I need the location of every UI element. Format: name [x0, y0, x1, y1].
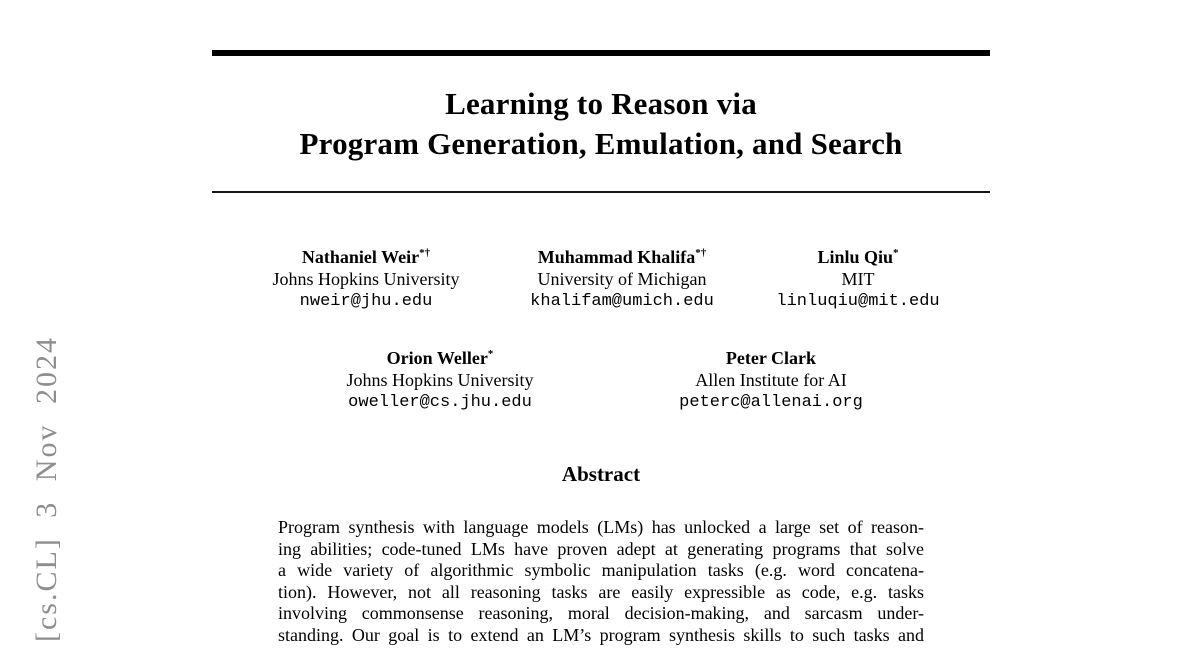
author-affiliation: MIT	[841, 269, 875, 289]
author-name	[272, 242, 459, 268]
paper-title-line2: Program Generation, Emulation, and Search	[299, 126, 903, 161]
author-block-peter-clark	[679, 343, 863, 414]
abstract-line: a wide variety of algorithmic symbolic manipulation tasks (e.g. word concatena-	[278, 560, 924, 581]
author-email: khalifam@umich.edu	[530, 292, 714, 311]
author-block-nathaniel-weir	[272, 242, 459, 313]
author-name-text: Linlu Qiu	[817, 247, 894, 267]
author-name-text: Muhammad Khalifa	[537, 247, 696, 267]
author-email: nweir@jhu.edu	[299, 292, 433, 311]
author-marks: *	[893, 247, 899, 259]
abstract-line: Program synthesis with language models (LMs) has unlocked a large set of reason-	[278, 517, 924, 537]
arxiv-category-stamp: [cs.CL] 3 Nov 2024	[30, 336, 63, 642]
author-block-orion-weller	[346, 343, 533, 414]
author-email: peterc@allenai.org	[679, 393, 863, 412]
abstract-heading: Abstract	[561, 462, 641, 486]
author-name-text: Nathaniel Weir	[301, 247, 420, 267]
paper-title	[212, 84, 990, 164]
paper-title-line1: Learning to Reason via	[445, 86, 757, 121]
author-name	[530, 242, 714, 268]
author-email: linluqiu@mit.edu	[776, 292, 940, 311]
author-affiliation: University of Michigan	[537, 269, 707, 289]
author-name-text: Peter Clark	[725, 348, 817, 368]
author-marks: *†	[695, 247, 707, 259]
title-divider-rule	[212, 191, 990, 193]
author-block-muhammad-khalifa	[530, 242, 714, 313]
author-marks: *	[487, 348, 494, 360]
abstract-line: ing abilities; code-tuned LMs have proven adept at generating programs that solve	[278, 538, 924, 559]
author-affiliation: Allen Institute for AI	[695, 370, 847, 390]
author-name	[776, 242, 939, 268]
author-block-linlu-qiu	[776, 242, 939, 313]
abstract-body	[278, 517, 924, 647]
author-email: oweller@cs.jhu.edu	[348, 393, 532, 412]
author-name-text: Orion Weller	[386, 348, 488, 368]
author-marks: *†	[419, 247, 431, 259]
abstract-line: tion). However, not all reasoning tasks are easily expressible as code, e.g. tasks	[278, 581, 924, 602]
top-rule	[212, 50, 990, 56]
author-name	[679, 343, 863, 369]
abstract-line: involving commonsense reasoning, moral decision-making, and sarcasm under-	[278, 603, 924, 624]
author-affiliation: Johns Hopkins University	[272, 269, 460, 289]
author-affiliation: Johns Hopkins University	[346, 370, 534, 390]
author-name	[346, 343, 533, 369]
abstract-line: standing. Our goal is to extend an LM’s program synthesis skills to such tasks and	[278, 624, 924, 645]
